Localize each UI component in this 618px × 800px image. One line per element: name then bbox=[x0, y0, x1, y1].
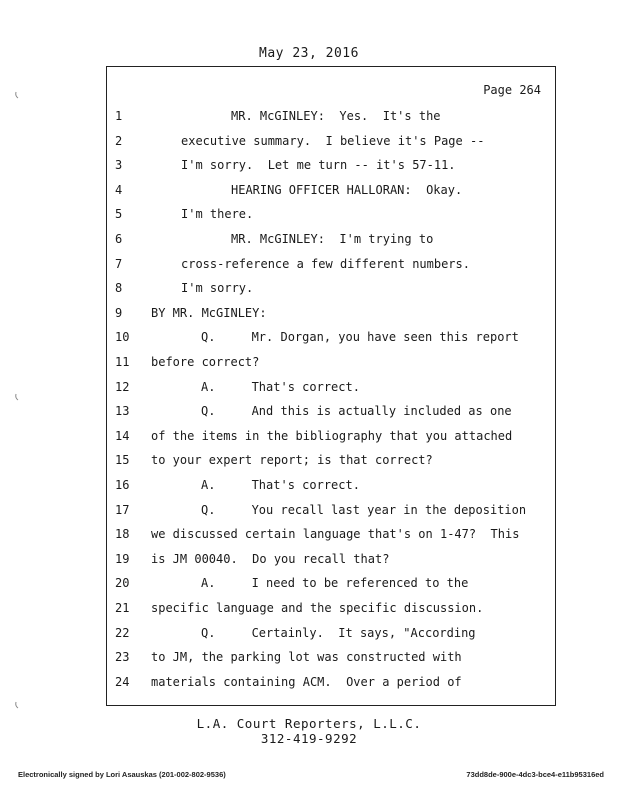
line-number: 24 bbox=[115, 674, 130, 689]
line-number: 2 bbox=[115, 133, 123, 148]
line-number: 11 bbox=[115, 355, 130, 369]
e-signature-label: Electronically signed by Lori Asauskas (201-002-802-9536) bbox=[18, 770, 226, 779]
line-text: to JM, the parking lot was constructed with bbox=[151, 650, 462, 665]
line-text: A. That's correct. bbox=[201, 478, 360, 492]
transcript-line bbox=[107, 281, 555, 306]
line-number: 10 bbox=[115, 330, 130, 345]
line-number: 9 bbox=[115, 305, 123, 320]
line-number: 23 bbox=[115, 650, 130, 665]
transcript-line bbox=[107, 380, 555, 405]
line-text: Q. Certainly. It says, "According bbox=[201, 625, 476, 640]
footer-firm-name: L.A. Court Reporters, L.L.C. bbox=[196, 716, 422, 731]
transcript-line bbox=[107, 478, 555, 503]
line-text: we discussed certain language that's on 1-47? This bbox=[151, 527, 520, 542]
line-number: 4 bbox=[115, 182, 123, 197]
line-number: 6 bbox=[115, 232, 123, 246]
punch-hole-mark bbox=[14, 700, 24, 710]
line-number: 15 bbox=[115, 453, 130, 468]
transcript-line bbox=[107, 355, 555, 380]
line-number: 18 bbox=[115, 527, 130, 542]
line-number: 8 bbox=[115, 281, 123, 296]
transcript-line bbox=[107, 232, 555, 257]
transcript-line bbox=[107, 109, 555, 134]
line-number: 17 bbox=[115, 502, 130, 517]
transcript-line bbox=[107, 183, 555, 208]
line-text: before correct? bbox=[151, 355, 260, 369]
line-text: is JM 00040. Do you recall that? bbox=[151, 551, 390, 566]
line-text: executive summary. I believe it's Page -- bbox=[181, 133, 485, 148]
transcript-line bbox=[107, 576, 555, 601]
transcript-line bbox=[107, 404, 555, 429]
line-text: MR. McGINLEY: Yes. It's the bbox=[231, 109, 441, 123]
line-text: to your expert report; is that correct? bbox=[151, 453, 433, 468]
transcript-frame bbox=[106, 66, 556, 706]
line-number: 3 bbox=[115, 158, 123, 173]
transcript-line bbox=[107, 503, 555, 528]
line-number: 20 bbox=[115, 576, 130, 591]
line-text: Q. And this is actually included as one bbox=[201, 404, 512, 419]
line-text: specific language and the specific discussion. bbox=[151, 601, 484, 615]
line-number: 7 bbox=[115, 256, 123, 271]
line-text: cross-reference a few different numbers. bbox=[181, 256, 470, 271]
line-text: A. That's correct. bbox=[201, 379, 360, 394]
line-text: MR. McGINLEY: I'm trying to bbox=[231, 232, 434, 246]
header-date: May 23, 2016 bbox=[259, 46, 359, 61]
transcript-line bbox=[107, 453, 555, 478]
transcript-line bbox=[107, 429, 555, 454]
document-hash: 73dd8de-900e-4dc3-bce4-e11b95316ed bbox=[466, 770, 604, 779]
line-text: Q. You recall last year in the deposition bbox=[201, 502, 527, 517]
line-number: 22 bbox=[115, 625, 130, 640]
line-text: BY MR. McGINLEY: bbox=[151, 305, 267, 320]
transcript-line bbox=[107, 552, 555, 577]
transcript-line bbox=[107, 306, 555, 331]
transcript-line bbox=[107, 675, 555, 700]
transcript-line bbox=[107, 134, 555, 159]
punch-hole-mark bbox=[14, 90, 24, 100]
transcript-line bbox=[107, 257, 555, 282]
line-number: 21 bbox=[115, 601, 130, 615]
line-text: I'm there. bbox=[181, 207, 254, 222]
line-number: 19 bbox=[115, 551, 130, 566]
line-text: materials containing ACM. Over a period of bbox=[151, 674, 462, 689]
line-text: Q. Mr. Dorgan, you have seen this report bbox=[201, 330, 519, 345]
line-text: I'm sorry. bbox=[181, 281, 254, 296]
line-number: 5 bbox=[115, 207, 123, 222]
line-text: of the items in the bibliography that you attached bbox=[151, 428, 513, 443]
line-number: 13 bbox=[115, 404, 130, 419]
line-text: HEARING OFFICER HALLORAN: Okay. bbox=[231, 182, 463, 197]
transcript-line bbox=[107, 330, 555, 355]
line-number: 1 bbox=[115, 109, 123, 123]
line-number: 14 bbox=[115, 428, 130, 443]
line-number: 16 bbox=[115, 478, 130, 492]
transcript-line bbox=[107, 601, 555, 626]
footer-phone: 312-419-9292 bbox=[260, 731, 358, 746]
transcript-line bbox=[107, 207, 555, 232]
transcript-line bbox=[107, 626, 555, 651]
punch-hole-mark bbox=[14, 392, 24, 402]
transcript-line bbox=[107, 527, 555, 552]
page-number: Page 264 bbox=[483, 83, 541, 97]
transcript-line bbox=[107, 650, 555, 675]
line-text: I'm sorry. Let me turn -- it's 57-11. bbox=[181, 158, 456, 173]
transcript-line bbox=[107, 158, 555, 183]
line-number: 12 bbox=[115, 379, 130, 394]
line-text: A. I need to be referenced to the bbox=[201, 576, 469, 591]
